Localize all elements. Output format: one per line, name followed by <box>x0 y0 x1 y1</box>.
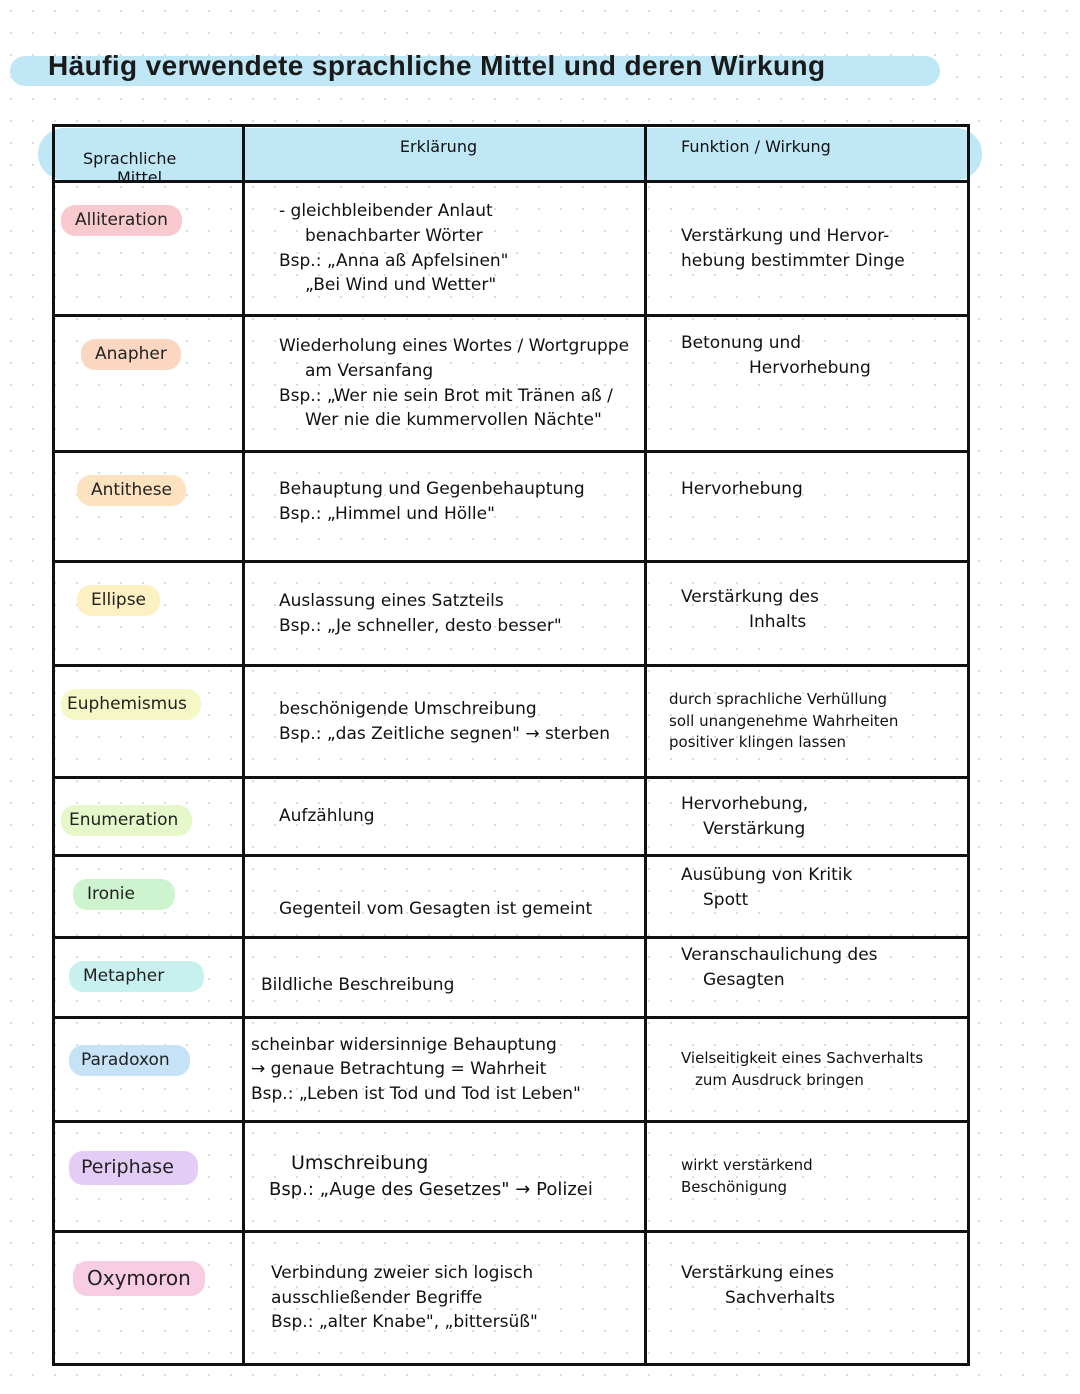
term-cell <box>55 453 245 563</box>
explanation-cell <box>245 779 647 857</box>
explanation-line: Bsp.: „das Zeitliche segnen" → sterben <box>279 723 611 744</box>
term-tag-alliteration: Alliteration <box>61 205 182 236</box>
explanation-line: Behauptung und Gegenbehauptung <box>279 479 585 499</box>
explanation-line: am Versanfang <box>305 360 434 381</box>
explanation-line: - gleichbleibender Anlaut <box>279 201 493 222</box>
term-tag-metapher: Metapher <box>69 961 204 992</box>
explanation-line: Bsp.: „Leben ist Tod und Tod ist Leben" <box>251 1083 581 1104</box>
term-tag-anapher: Anapher <box>81 339 181 370</box>
term-cell <box>55 183 245 317</box>
term-tag-ellipse: Ellipse <box>77 585 160 616</box>
term-tag-enumeration: Enumeration <box>61 805 192 836</box>
explanation-cell <box>245 563 647 667</box>
explanation-cell <box>245 667 647 779</box>
explanation-cell <box>245 1123 647 1233</box>
term-cell <box>55 779 245 857</box>
header-funktion-wirkung <box>647 127 967 183</box>
header-col1-line2: Mittel <box>117 168 163 188</box>
function-line: Ausübung von Kritik <box>681 865 853 885</box>
function-cell <box>647 857 967 939</box>
function-cell <box>647 1233 967 1363</box>
function-line: Verstärkung des <box>681 587 819 607</box>
page-title: Häufig verwendete sprachliche Mittel und deren Wirkung <box>48 50 826 81</box>
term-cell <box>55 857 245 939</box>
function-line: Verstärkung eines <box>681 1263 835 1283</box>
explanation-cell <box>245 453 647 563</box>
explanation-line: → genaue Betrachtung = Wahrheit <box>251 1059 547 1080</box>
function-line: Spott <box>703 889 749 910</box>
function-cell <box>647 317 967 453</box>
function-cell <box>647 453 967 563</box>
function-line: Vielseitigkeit eines Sachverhalts <box>681 1048 924 1067</box>
explanation-line: Auslassung eines Satzteils <box>279 590 504 611</box>
function-line: wirkt verstärkend <box>681 1155 813 1174</box>
explanation-line: Verbindung zweier sich logisch <box>271 1263 534 1283</box>
explanation-cell <box>245 1019 647 1123</box>
header-col3-label: Funktion / Wirkung <box>681 137 831 156</box>
explanation-line: Bsp.: „Je schneller, desto besser" <box>279 615 562 636</box>
function-line: Inhalts <box>749 611 807 632</box>
explanation-line: Bsp.: „Auge des Gesetzes" → Polizei <box>269 1179 593 1201</box>
term-cell <box>55 563 245 667</box>
explanation-cell <box>245 857 647 939</box>
explanation-cell <box>245 939 647 1019</box>
header-erklaerung <box>245 127 647 183</box>
term-tag-periphase: Periphase <box>69 1151 198 1185</box>
function-line: Hervorhebung <box>681 479 803 499</box>
explanation-line: Gegenteil vom Gesagten ist gemeint <box>279 899 593 920</box>
function-cell <box>647 939 967 1019</box>
function-cell <box>647 1123 967 1233</box>
function-line: hebung bestimmter Dinge <box>681 250 905 271</box>
explanation-line: Bsp.: „alter Knabe", „bittersüß" <box>271 1312 538 1333</box>
stylistic-devices-table <box>52 124 970 1366</box>
explanation-line: Wiederholung eines Wortes / Wortgruppe <box>279 336 630 357</box>
explanation-line: scheinbar widersinnige Behauptung <box>251 1034 557 1055</box>
function-line: durch sprachliche Verhüllung <box>669 689 888 708</box>
term-tag-euphemismus: Euphemismus <box>61 689 201 720</box>
explanation-cell <box>245 183 647 317</box>
term-tag-ironie: Ironie <box>73 879 175 910</box>
term-cell <box>55 1233 245 1363</box>
function-line: Hervorhebung <box>749 357 871 378</box>
function-cell <box>647 183 967 317</box>
explanation-cell <box>245 1233 647 1363</box>
function-line: Gesagten <box>703 969 785 990</box>
term-cell <box>55 317 245 453</box>
explanation-line: Aufzählung <box>279 806 375 827</box>
explanation-line: Bsp.: „Wer nie sein Brot mit Tränen aß / <box>279 385 613 406</box>
function-line: Sachverhalts <box>725 1287 835 1308</box>
function-line: Verstärkung und Hervor- <box>681 225 890 246</box>
function-line: Hervorhebung, <box>681 793 809 814</box>
explanation-line: Wer nie die kummervollen Nächte" <box>305 410 602 431</box>
term-tag-oxymoron: Oxymoron <box>73 1261 205 1296</box>
explanation-line: ausschließender Begriffe <box>271 1287 483 1308</box>
function-line: soll unangenehme Wahrheiten <box>669 711 899 730</box>
function-line: Betonung und <box>681 333 802 353</box>
explanation-line: Umschreibung <box>291 1151 429 1174</box>
explanation-line: benachbarter Wörter <box>305 225 483 246</box>
term-cell <box>55 1019 245 1123</box>
explanation-line: Bsp.: „Anna aß Apfelsinen" <box>279 250 509 271</box>
term-cell <box>55 667 245 779</box>
explanation-line: beschönigende Umschreibung <box>279 698 537 719</box>
header-col2-label: Erklärung <box>399 137 478 156</box>
term-tag-antithese: Antithese <box>77 475 186 506</box>
explanation-line: Bsp.: „Himmel und Hölle" <box>279 503 495 524</box>
function-line: positiver klingen lassen <box>669 733 847 752</box>
explanation-line: „Bei Wind und Wetter" <box>305 275 497 296</box>
function-line: zum Ausdruck bringen <box>695 1070 864 1089</box>
function-cell <box>647 1019 967 1123</box>
header-sprachliche-mittel <box>55 127 245 188</box>
term-cell <box>55 939 245 1019</box>
term-tag-paradoxon: Paradoxon <box>69 1045 190 1076</box>
explanation-cell <box>245 317 647 453</box>
term-cell <box>55 1123 245 1233</box>
header-col1-line1: Sprachliche <box>83 149 177 168</box>
explanation-line: Bildliche Beschreibung <box>261 975 455 996</box>
function-line: Veranschaulichung des <box>681 945 878 965</box>
function-cell <box>647 667 967 779</box>
function-cell <box>647 779 967 857</box>
function-line: Beschönigung <box>681 1177 787 1196</box>
function-cell <box>647 563 967 667</box>
function-line: Verstärkung <box>703 818 806 839</box>
